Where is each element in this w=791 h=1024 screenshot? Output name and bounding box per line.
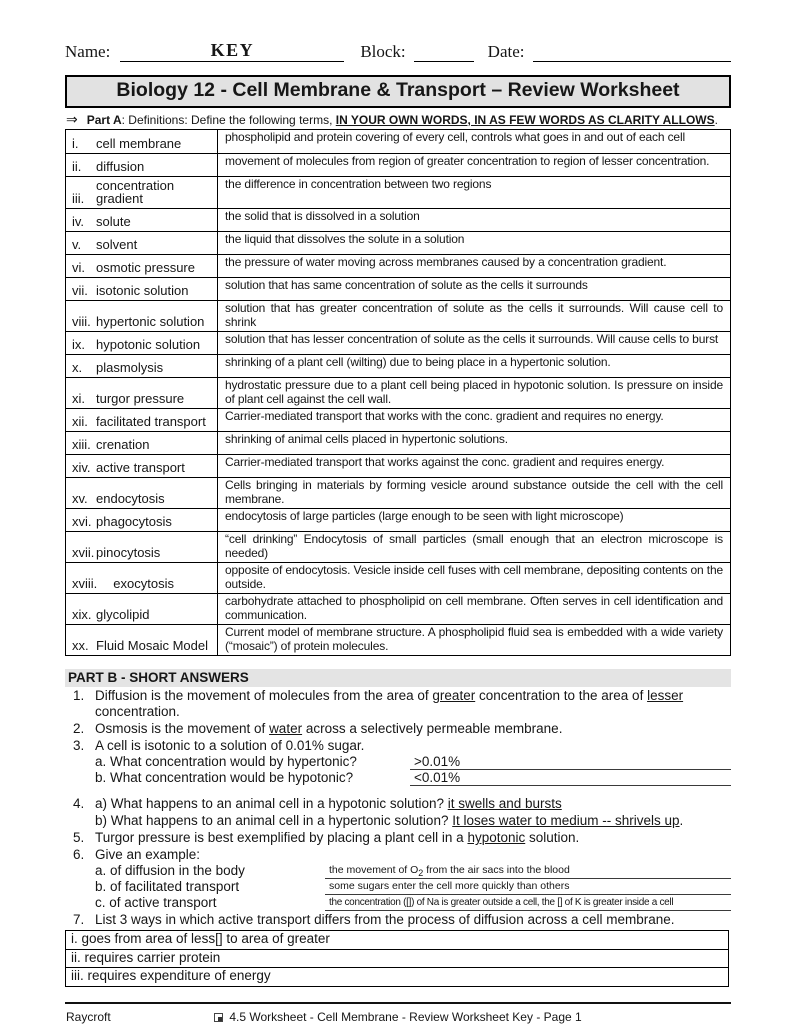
term-label: exocytosis: [113, 576, 174, 591]
term-cell: [66, 432, 218, 454]
footer-center: [65, 1010, 731, 1024]
table-row: [66, 176, 730, 208]
table-row: [66, 377, 730, 408]
term-label: hypotonic solution: [96, 337, 201, 352]
definition-cell: carbohydrate attached to phospholipid on cell membrane. Often serves in cell identification and communication.: [225, 594, 723, 622]
term-cell: [66, 378, 218, 408]
term-label: phagocytosis: [96, 514, 172, 529]
question-text: b) What happens to an animal cell in a hypertonic solution? It loses water to medium -- shrivels up.: [95, 813, 684, 828]
answer-line: <0.01%: [410, 770, 731, 786]
term-cell: [66, 278, 218, 300]
question-6c: [95, 895, 731, 911]
term-number: vi.: [72, 260, 85, 275]
term-cell: [66, 355, 218, 377]
term-number: iv.: [72, 214, 85, 229]
block-line: [414, 38, 474, 62]
answer-box: [65, 930, 729, 987]
page-title: Biology 12 - Cell Membrane & Transport – Review Worksheet: [65, 75, 731, 108]
term-number: xix.: [72, 607, 92, 622]
table-row: [66, 508, 730, 531]
question-number: 3.: [73, 738, 85, 753]
table-row: [66, 354, 730, 377]
question-5: [65, 830, 731, 846]
term-number: xv.: [72, 491, 88, 506]
answer-box-row: ii. requires carrier protein: [66, 949, 728, 968]
question-3b: [95, 770, 731, 786]
definition-cell: solution that has lesser concentration of solute as the cells it surrounds. Will cause cells to burst: [225, 332, 719, 346]
term-number: v.: [72, 237, 82, 252]
definition-cell: phospholipid and protein covering of every cell, controls what goes in and out of each cell: [225, 130, 685, 144]
question-text: A cell is isotonic to a solution of 0.01% sugar.: [95, 738, 365, 753]
definition-cell: shrinking of animal cells placed in hypertonic solutions.: [225, 432, 508, 446]
part-a-intro: Part A: Definitions: Define the following terms, IN YOUR OWN WORDS, IN AS FEW WORDS AS CLARITY ALLOWS.: [86, 113, 718, 127]
question-3: [65, 738, 731, 754]
arrow-icon: ⇒: [66, 111, 78, 127]
question-2: [65, 721, 731, 737]
page-footer: [65, 1002, 731, 1024]
term-cell: [66, 594, 218, 624]
term-number: xiv.: [72, 460, 91, 475]
table-row: [66, 477, 730, 508]
question-3a: [95, 754, 731, 770]
sub-question-label: b. What concentration would be hypotonic?: [95, 770, 354, 785]
term-label: cell membrane: [96, 136, 182, 151]
term-cell: [66, 509, 218, 531]
question-text: List 3 ways in which active transport differs from the process of diffusion across a cell membrane.: [95, 912, 675, 927]
definition-cell: the liquid that dissolves the solute in a solution: [225, 232, 465, 246]
definition-cell: Current model of membrane structure. A phospholipid fluid sea is embedded with a wide variety (“mosaic”) of protein molecules.: [225, 625, 723, 653]
question-6a: [95, 863, 731, 879]
term-label: active transport: [96, 460, 185, 475]
table-row: [66, 300, 730, 331]
term-label: isotonic solution: [96, 283, 189, 298]
term-label: osmotic pressure: [96, 260, 195, 275]
term-number: ii.: [72, 159, 82, 174]
sub-question-label: c. of active transport: [95, 895, 217, 910]
definition-cell: Cells bringing in materials by forming vesicle around substance outside the cell with the cell membrane.: [225, 478, 723, 506]
date-line: [533, 38, 732, 62]
table-row: [66, 408, 730, 431]
term-number: xvii.: [72, 545, 95, 560]
table-row: [66, 454, 730, 477]
term-cell: [66, 255, 218, 277]
term-cell: [66, 301, 218, 331]
term-cell: [66, 154, 218, 176]
term-cell: [66, 625, 218, 655]
table-row: [66, 624, 730, 655]
term-number: ix.: [72, 337, 85, 352]
term-cell: [66, 232, 218, 254]
term-number: xi.: [72, 391, 85, 406]
question-number: 7.: [73, 912, 85, 927]
name-value: KEY: [210, 40, 255, 60]
question-7: [65, 912, 731, 928]
term-label: hypertonic solution: [96, 314, 205, 329]
definition-cell: solution that has greater concentration of solute as the cells it surrounds. Will cause cell to shrink: [225, 301, 723, 329]
term-label: pinocytosis: [96, 545, 161, 560]
definition-cell: opposite of endocytosis. Vesicle inside cell fuses with cell membrane, depositing contents on the outside.: [225, 563, 723, 591]
term-cell: [66, 332, 218, 354]
sub-question-label: a. What concentration would by hypertonic?: [95, 754, 357, 769]
question-6b: [95, 879, 731, 895]
term-label: plasmolysis: [96, 360, 164, 375]
term-label: crenation: [96, 437, 150, 452]
definition-cell: shrinking of a plant cell (wilting) due to being place in a hypertonic solution.: [225, 355, 611, 369]
term-cell: [66, 532, 218, 562]
term-cell: [66, 478, 218, 508]
table-row: [66, 130, 730, 153]
name-line: [120, 38, 344, 62]
term-number: i.: [72, 136, 79, 151]
question-text: a) What happens to an animal cell in a hypotonic solution? it swells and bursts: [95, 796, 562, 811]
question-1: [65, 688, 731, 720]
question-number: 6.: [73, 847, 85, 862]
term-number: xx.: [72, 638, 89, 653]
definition-cell: hydrostatic pressure due to a plant cell being placed in hypotonic solution. Is pressure on inside of plant cell against the cell wall.: [225, 378, 723, 406]
part-b-heading: PART B - SHORT ANSWERS: [65, 669, 731, 687]
term-number: xii.: [72, 414, 88, 429]
term-label: endocytosis: [96, 491, 165, 506]
term-label: diffusion: [96, 159, 145, 174]
definition-cell: “cell drinking” Endocytosis of small particles (small enough that an electron microscope is needed): [225, 532, 723, 560]
sub-question-label: a. of diffusion in the body: [95, 863, 245, 878]
term-cell: [66, 130, 218, 153]
table-row: [66, 331, 730, 354]
term-cell: [66, 177, 218, 208]
term-label: Fluid Mosaic Model: [96, 638, 208, 653]
term-cell: [66, 209, 218, 231]
term-number: xvi.: [72, 514, 92, 529]
question-number: 5.: [73, 830, 85, 845]
document-icon: [214, 1013, 223, 1022]
definition-cell: Carrier-mediated transport that works against the conc. gradient and requires energy.: [225, 455, 665, 469]
term-label: solvent: [96, 237, 138, 252]
answer-line: the concentration ([]) of Na is greater outside a cell, the [] of K is greater inside a cell: [325, 895, 731, 911]
answer-box-row: i. goes from area of less[] to area of greater: [71, 931, 330, 946]
table-row: [66, 208, 730, 231]
block-label: Block:: [360, 42, 406, 61]
table-row: [66, 531, 730, 562]
table-row: [66, 153, 730, 176]
table-row: [66, 254, 730, 277]
question-number: 2.: [73, 721, 85, 736]
term-label: facilitated transport: [96, 414, 206, 429]
footer-text: 4.5 Worksheet - Cell Membrane - Review Worksheet Key - Page 1: [229, 1009, 582, 1024]
question-6: [65, 847, 731, 863]
question-4a: [65, 796, 731, 812]
part-a-intro-row: [65, 112, 731, 127]
sub-question-label: b. of facilitated transport: [95, 879, 240, 894]
term-cell: [66, 409, 218, 431]
term-label: solute: [96, 214, 131, 229]
definition-cell: movement of molecules from region of greater concentration to region of lesser concentration.: [225, 154, 710, 168]
answer-line: >0.01%: [410, 754, 731, 770]
definitions-table: [65, 129, 731, 656]
term-label: glycolipid: [96, 607, 150, 622]
name-label: Name:: [65, 42, 111, 61]
table-row: [66, 593, 730, 624]
definition-cell: Carrier-mediated transport that works with the conc. gradient and requires no energy.: [225, 409, 664, 423]
question-text: Give an example:: [95, 847, 201, 862]
definition-cell: the solid that is dissolved in a solution: [225, 209, 420, 223]
answer-box-row: iii. requires expenditure of energy: [66, 967, 728, 986]
term-cell: [66, 563, 218, 593]
answer-line: some sugars enter the cell more quickly than others: [325, 879, 731, 895]
table-row: [66, 431, 730, 454]
answer-line: the movement of $O_2$ from the air sacs into the blood: [325, 863, 731, 879]
term-number: vii.: [72, 283, 88, 298]
definition-cell: the difference in concentration between two regions: [225, 177, 492, 191]
term-number: xiii.: [72, 437, 91, 452]
date-label: Date:: [487, 42, 525, 61]
term-number: iii.: [72, 191, 85, 206]
term-number: xviii.: [72, 576, 98, 591]
term-number: viii.: [72, 314, 91, 329]
table-row: [66, 277, 730, 300]
term-label: turgor pressure: [96, 391, 185, 406]
question-number: 1.: [73, 688, 85, 703]
table-row: [66, 231, 730, 254]
term-number: x.: [72, 360, 83, 375]
header: [65, 36, 731, 62]
question-number: [65, 813, 95, 829]
definition-cell: the pressure of water moving across membranes caused by a concentration gradient.: [225, 255, 667, 269]
definition-cell: endocytosis of large particles (large enough to be seen with light microscope): [225, 509, 624, 523]
question-text: Osmosis is the movement of water across a selectively permeable membrane.: [95, 721, 563, 736]
question-number: 4.: [73, 796, 85, 811]
term-cell: [66, 455, 218, 477]
question-text: Turgor pressure is best exemplified by placing a plant cell in a hypotonic solution.: [95, 830, 580, 845]
question-4b: [65, 813, 731, 829]
table-row: [66, 562, 730, 593]
spacer: [65, 786, 731, 795]
definition-cell: solution that has same concentration of solute as the cells it surrounds: [225, 278, 588, 292]
footer-author: Raycroft: [66, 1009, 111, 1024]
term-label: concentration gradient: [96, 178, 175, 206]
question-text: Diffusion is the movement of molecules from the area of greater concentration to the area of lesser concentration.: [95, 688, 684, 719]
